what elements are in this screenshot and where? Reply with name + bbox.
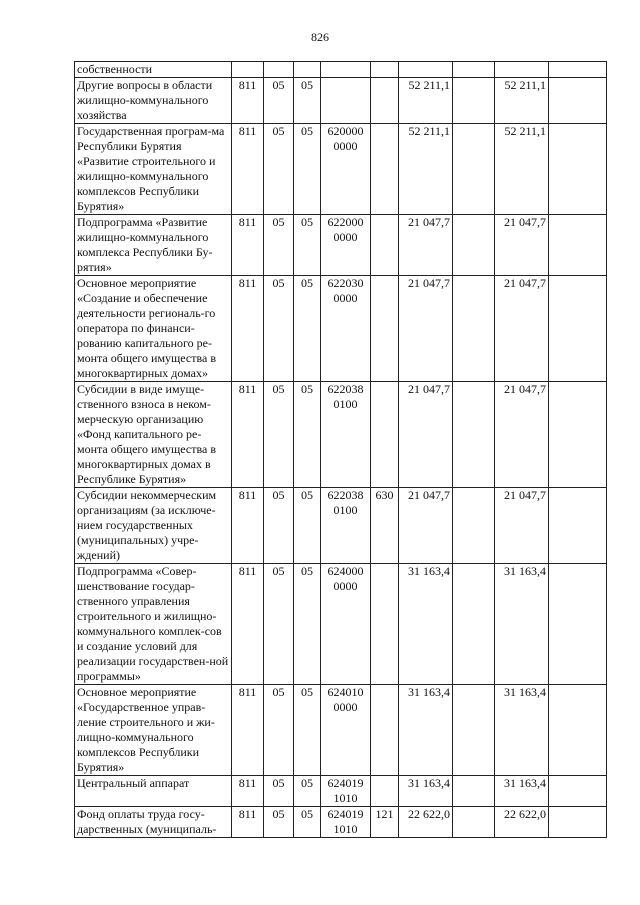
- empty-cell: [453, 215, 495, 276]
- expense-type-cell: [371, 382, 399, 488]
- amount-total-cell: 22 622,0: [495, 807, 549, 838]
- empty-cell: [549, 488, 607, 564]
- empty-cell: [549, 276, 607, 382]
- row-name-cell: Основное мероприятие «Государственное управ-ление строительного и жи-лищно-коммунального комплексов Республики Бурятия»: [75, 685, 232, 776]
- empty-cell: [453, 807, 495, 838]
- table-row: [75, 564, 607, 685]
- amount-total-cell: 52 211,1: [495, 78, 549, 124]
- subsection-cell: 05: [294, 124, 321, 215]
- empty-cell: [453, 276, 495, 382]
- table-row: [75, 276, 607, 382]
- article-cell: 624019 1010: [321, 807, 371, 838]
- article-cell: 624019 1010: [321, 776, 371, 807]
- article-cell: [321, 78, 371, 124]
- row-name-cell: Субсидии в виде имуще-ственного взноса в неком-мерческую организацию «Фонд капитального ре-монта общего имущества в многоквартирных домах в Республике Бурятия»: [75, 382, 232, 488]
- section-cell: 05: [264, 382, 294, 488]
- amount-total-cell: 21 047,7: [495, 276, 549, 382]
- amount-cell: 31 163,4: [399, 776, 453, 807]
- article-cell: 620000 0000: [321, 124, 371, 215]
- table-body: [75, 62, 607, 838]
- subsection-cell: 05: [294, 564, 321, 685]
- row-name-cell: Государственная програм-ма Республики Бурятия «Развитие строительного и жилищно-коммунального комплексов Республики Бурятия»: [75, 124, 232, 215]
- table-row: [75, 124, 607, 215]
- empty-cell: [549, 124, 607, 215]
- article-cell: 624000 0000: [321, 564, 371, 685]
- subsection-cell: 05: [294, 382, 321, 488]
- section-cell: 05: [264, 215, 294, 276]
- empty-cell: [453, 78, 495, 124]
- empty-cell: [453, 382, 495, 488]
- amount-cell: [399, 62, 453, 78]
- empty-cell: [549, 62, 607, 78]
- table-row: [75, 685, 607, 776]
- section-cell: 05: [264, 776, 294, 807]
- empty-cell: [453, 62, 495, 78]
- amount-cell: 31 163,4: [399, 685, 453, 776]
- row-name-cell: Подпрограмма «Развитие жилищно-коммунального комплекса Республики Бу-рятия»: [75, 215, 232, 276]
- table-row: [75, 807, 607, 838]
- subsection-cell: 05: [294, 685, 321, 776]
- admin-code-cell: 811: [232, 78, 264, 124]
- expense-type-cell: [371, 215, 399, 276]
- expense-type-cell: [371, 776, 399, 807]
- empty-cell: [549, 807, 607, 838]
- amount-total-cell: 21 047,7: [495, 215, 549, 276]
- table-row: [75, 78, 607, 124]
- table-row: [75, 215, 607, 276]
- empty-cell: [549, 215, 607, 276]
- table-row: [75, 62, 607, 78]
- article-cell: 622000 0000: [321, 215, 371, 276]
- empty-cell: [453, 685, 495, 776]
- empty-cell: [549, 685, 607, 776]
- article-cell: 624010 0000: [321, 685, 371, 776]
- article-cell: 622038 0100: [321, 382, 371, 488]
- empty-cell: [549, 382, 607, 488]
- budget-table: [74, 61, 607, 838]
- amount-total-cell: 52 211,1: [495, 124, 549, 215]
- article-cell: [321, 62, 371, 78]
- page-number: 826: [311, 30, 329, 44]
- table-row: [75, 488, 607, 564]
- amount-cell: 52 211,1: [399, 78, 453, 124]
- expense-type-cell: [371, 276, 399, 382]
- section-cell: 05: [264, 564, 294, 685]
- subsection-cell: 05: [294, 215, 321, 276]
- admin-code-cell: 811: [232, 488, 264, 564]
- amount-total-cell: 31 163,4: [495, 685, 549, 776]
- amount-cell: 22 622,0: [399, 807, 453, 838]
- section-cell: 05: [264, 488, 294, 564]
- amount-cell: 52 211,1: [399, 124, 453, 215]
- row-name-cell: Центральный аппарат: [75, 776, 232, 807]
- amount-total-cell: 31 163,4: [495, 776, 549, 807]
- amount-total-cell: [495, 62, 549, 78]
- row-name-cell: Фонд оплаты труда госу-дарственных (муниципаль-: [75, 807, 232, 838]
- empty-cell: [549, 78, 607, 124]
- empty-cell: [453, 488, 495, 564]
- subsection-cell: 05: [294, 807, 321, 838]
- table-row: [75, 382, 607, 488]
- article-cell: 622030 0000: [321, 276, 371, 382]
- section-cell: 05: [264, 276, 294, 382]
- amount-cell: 21 047,7: [399, 382, 453, 488]
- section-cell: [264, 62, 294, 78]
- admin-code-cell: 811: [232, 276, 264, 382]
- admin-code-cell: 811: [232, 807, 264, 838]
- expense-type-cell: [371, 685, 399, 776]
- section-cell: 05: [264, 685, 294, 776]
- admin-code-cell: 811: [232, 124, 264, 215]
- row-name-cell: Другие вопросы в области жилищно-коммунального хозяйства: [75, 78, 232, 124]
- empty-cell: [453, 564, 495, 685]
- row-name-cell: Подпрограмма «Совер-шенствование государ-ственного управления строительного и жилищно-коммунального комплек-сов и создание условий для реализации государствен-ной программы»: [75, 564, 232, 685]
- admin-code-cell: 811: [232, 564, 264, 685]
- admin-code-cell: 811: [232, 382, 264, 488]
- amount-cell: 21 047,7: [399, 215, 453, 276]
- section-cell: 05: [264, 807, 294, 838]
- expense-type-cell: 121: [371, 807, 399, 838]
- row-name-cell: Основное мероприятие «Создание и обеспечение деятельности региональ-го оператора по финанси-рованию капитального ре-монта общего имущества в многоквартирных домах»: [75, 276, 232, 382]
- section-cell: 05: [264, 78, 294, 124]
- admin-code-cell: 811: [232, 685, 264, 776]
- amount-cell: 21 047,7: [399, 276, 453, 382]
- subsection-cell: 05: [294, 276, 321, 382]
- amount-total-cell: 21 047,7: [495, 488, 549, 564]
- empty-cell: [549, 564, 607, 685]
- row-name-cell: собственности: [75, 62, 232, 78]
- subsection-cell: 05: [294, 776, 321, 807]
- amount-cell: 31 163,4: [399, 564, 453, 685]
- table-row: [75, 776, 607, 807]
- empty-cell: [453, 124, 495, 215]
- admin-code-cell: [232, 62, 264, 78]
- expense-type-cell: [371, 62, 399, 78]
- row-name-cell: Субсидии некоммерческим организациям (за исключе-нием государственных (муниципальных) учре-ждений): [75, 488, 232, 564]
- expense-type-cell: [371, 78, 399, 124]
- subsection-cell: 05: [294, 78, 321, 124]
- empty-cell: [549, 776, 607, 807]
- subsection-cell: 05: [294, 488, 321, 564]
- section-cell: 05: [264, 124, 294, 215]
- subsection-cell: [294, 62, 321, 78]
- expense-type-cell: 630: [371, 488, 399, 564]
- expense-type-cell: [371, 124, 399, 215]
- admin-code-cell: 811: [232, 776, 264, 807]
- amount-cell: 21 047,7: [399, 488, 453, 564]
- amount-total-cell: 21 047,7: [495, 382, 549, 488]
- amount-total-cell: 31 163,4: [495, 564, 549, 685]
- empty-cell: [453, 776, 495, 807]
- expense-type-cell: [371, 564, 399, 685]
- article-cell: 622038 0100: [321, 488, 371, 564]
- admin-code-cell: 811: [232, 215, 264, 276]
